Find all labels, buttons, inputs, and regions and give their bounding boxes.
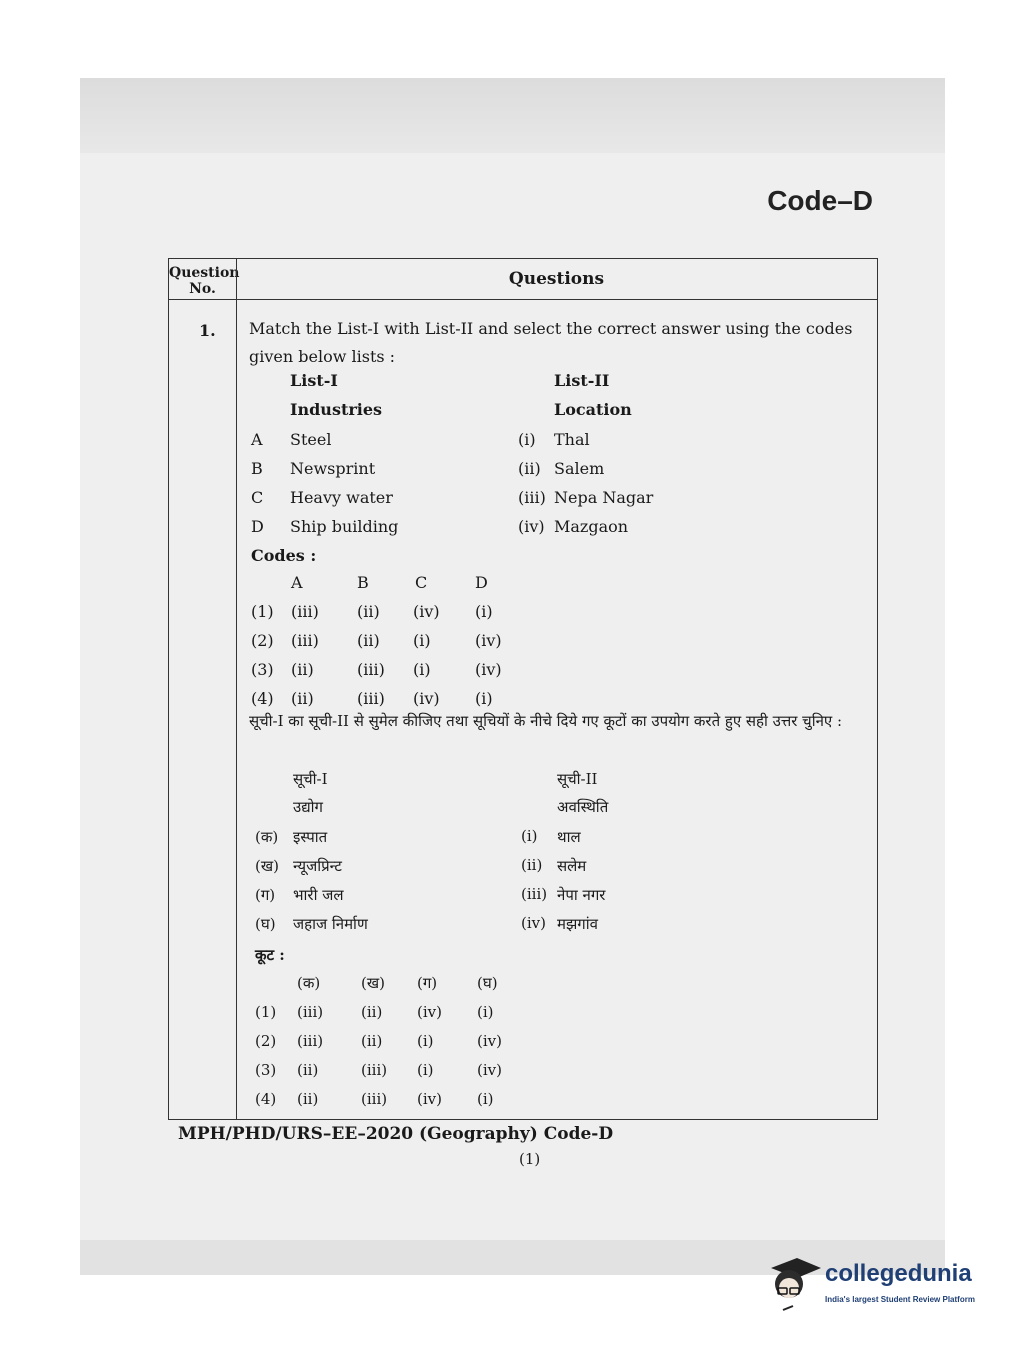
- list2-title-hi: सूची-II: [557, 770, 598, 788]
- list1-item: Heavy water: [290, 488, 393, 507]
- question-no-header: [169, 265, 240, 297]
- page-footer: MPH/PHD/URS–EE–2020 (Geography) Code-D: [178, 1124, 614, 1144]
- code-value-hi: (i): [477, 1090, 494, 1108]
- paper-code: Code–D: [767, 185, 873, 216]
- list1-key-hi: (घ): [255, 915, 276, 933]
- list2-key-hi: (i): [521, 827, 538, 845]
- list2-item-hi: थाल: [557, 828, 581, 846]
- code-value-hi: (iii): [297, 1003, 324, 1021]
- list1-key: C: [251, 488, 264, 507]
- codes-head-hi: (ख): [361, 974, 385, 992]
- code-value-hi: (i): [417, 1061, 434, 1079]
- codes-head: C: [415, 573, 428, 592]
- list1-item: Newsprint: [290, 459, 376, 478]
- code-value: (iv): [475, 660, 502, 679]
- list2-key-hi: (iv): [521, 914, 546, 932]
- code-value-hi: (iv): [417, 1090, 442, 1108]
- list1-key: D: [251, 517, 264, 536]
- code-value-hi: (ii): [297, 1090, 319, 1108]
- code-option: (3): [251, 660, 274, 679]
- page-number: (1): [519, 1150, 541, 1168]
- code-option-hi: (2): [255, 1032, 277, 1050]
- list1-key: A: [251, 430, 263, 449]
- list2-key: (ii): [518, 459, 541, 478]
- list1-item: Ship building: [290, 517, 399, 536]
- code-option: (1): [251, 602, 274, 621]
- list1-key-hi: (क): [255, 828, 279, 846]
- table-header: [169, 259, 877, 300]
- code-value-hi: (iii): [297, 1032, 324, 1050]
- list2-key: (iv): [518, 517, 545, 536]
- list1-key-hi: (ग): [255, 886, 276, 904]
- code-value: (iv): [413, 602, 440, 621]
- code-option-hi: (4): [255, 1090, 277, 1108]
- scan-top-shadow: [80, 78, 945, 153]
- codes-head-hi: (ग): [417, 974, 438, 992]
- list2-item: Nepa Nagar: [554, 488, 654, 507]
- list2-key-hi: (ii): [521, 856, 543, 874]
- list2-item: Salem: [554, 459, 605, 478]
- list2-title-en: List-II: [554, 371, 610, 390]
- questions-header: Questions: [508, 269, 605, 289]
- question-intro-en: Match the List-I with List-II and select the correct answer using the codes given below lists :: [249, 319, 853, 366]
- codes-label-hi: कूट :: [255, 946, 285, 964]
- list1-item: Steel: [290, 430, 332, 449]
- question-no-header-line2: No.: [189, 281, 216, 297]
- code-value: (iii): [291, 602, 319, 621]
- code-option: (4): [251, 689, 274, 708]
- list1-item-hi: न्यूजप्रिन्ट: [293, 857, 342, 875]
- code-value: (i): [475, 689, 493, 708]
- brand-watermark: [765, 1250, 995, 1320]
- brand-tagline: India's largest Student Review Platform: [825, 1295, 975, 1304]
- list2-item-hi: नेपा नगर: [557, 886, 606, 904]
- list2-subtitle-en: Location: [554, 400, 632, 419]
- code-value: (iii): [291, 631, 319, 650]
- graduate-mascot-icon: [765, 1250, 823, 1320]
- codes-head-hi: (क): [297, 974, 321, 992]
- column-divider: [236, 259, 237, 1119]
- code-value: (i): [413, 660, 431, 679]
- list2-item: Thal: [554, 430, 590, 449]
- list2-key-hi: (iii): [521, 885, 548, 903]
- code-value-hi: (i): [417, 1032, 434, 1050]
- code-value-hi: (iii): [361, 1061, 388, 1079]
- code-value-hi: (i): [477, 1003, 494, 1021]
- code-value: (ii): [357, 602, 380, 621]
- code-value: (iv): [413, 689, 440, 708]
- codes-head-hi: (घ): [477, 974, 498, 992]
- code-value-hi: (iv): [477, 1061, 502, 1079]
- code-value: (ii): [357, 631, 380, 650]
- list1-key: B: [251, 459, 263, 478]
- code-value: (iii): [357, 660, 385, 679]
- list1-item-hi: जहाज निर्माण: [293, 915, 368, 933]
- codes-head: A: [291, 573, 303, 592]
- code-value: (iv): [475, 631, 502, 650]
- code-value-hi: (ii): [361, 1003, 383, 1021]
- brand-name: collegedunia: [825, 1260, 972, 1287]
- list1-key-hi: (ख): [255, 857, 279, 875]
- question-table: [168, 258, 878, 1120]
- list1-item-hi: भारी जल: [293, 886, 344, 904]
- code-option-hi: (3): [255, 1061, 277, 1079]
- question-intro-hi: सूची-I का सूची-II से सुमेल कीजिए तथा सूचियों के नीचे दिये गए कूटों का उपयोग करते हुए सही उत्तर चुनिए :: [249, 712, 843, 730]
- code-value: (iii): [357, 689, 385, 708]
- codes-head: D: [475, 573, 488, 592]
- list2-item-hi: सलेम: [557, 857, 587, 875]
- list1-item-hi: इस्पात: [293, 828, 328, 846]
- list1-subtitle-hi: उद्योग: [293, 798, 324, 816]
- code-value: (i): [413, 631, 431, 650]
- list1-title-hi: सूची-I: [293, 770, 328, 788]
- list2-key: (i): [518, 430, 536, 449]
- code-option: (2): [251, 631, 274, 650]
- code-value: (i): [475, 602, 493, 621]
- list2-item-hi: मझगांव: [557, 915, 598, 933]
- code-value-hi: (iv): [417, 1003, 442, 1021]
- code-value-hi: (ii): [297, 1061, 319, 1079]
- list1-title-en: List-I: [290, 371, 338, 390]
- codes-head: B: [357, 573, 369, 592]
- code-value-hi: (iv): [477, 1032, 502, 1050]
- code-value-hi: (ii): [361, 1032, 383, 1050]
- code-value-hi: (iii): [361, 1090, 388, 1108]
- list1-subtitle-en: Industries: [290, 400, 383, 419]
- code-value: (ii): [291, 660, 314, 679]
- list2-subtitle-hi: अवस्थिति: [557, 798, 609, 816]
- question-no-header-line1: Question: [169, 265, 240, 281]
- codes-label-en: Codes :: [251, 546, 317, 565]
- code-option-hi: (1): [255, 1003, 277, 1021]
- list2-key: (iii): [518, 488, 546, 507]
- list2-item: Mazgaon: [554, 517, 629, 536]
- question-number: 1.: [199, 321, 216, 340]
- code-value: (ii): [291, 689, 314, 708]
